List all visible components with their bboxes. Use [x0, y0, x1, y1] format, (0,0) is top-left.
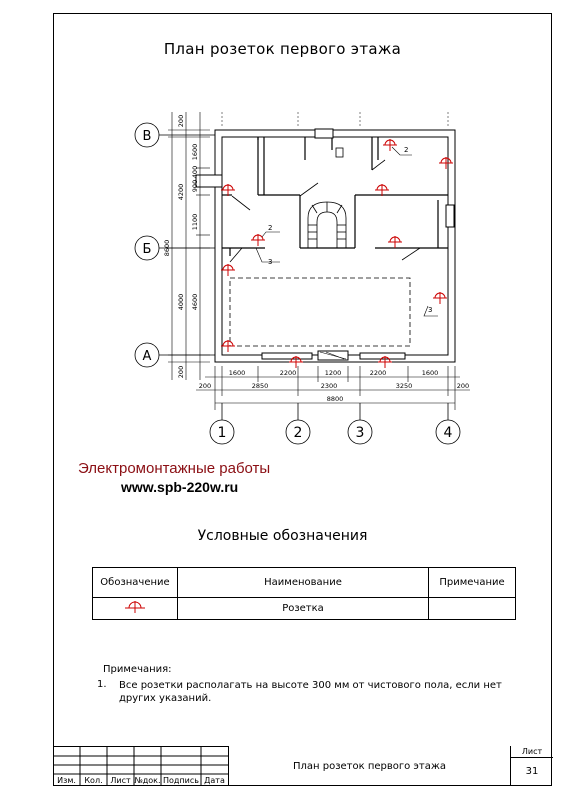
dim-label: 200	[177, 365, 185, 379]
notes-heading: Примечания:	[103, 664, 172, 675]
dim-label: 3250	[395, 382, 413, 390]
legend-symbol-cell	[93, 598, 178, 620]
axis-col-label: 1	[217, 425, 227, 441]
dim-label: 1600	[228, 369, 246, 377]
dim-label: 8600	[163, 239, 171, 257]
legend-header: Примечание	[429, 568, 516, 598]
outer-walls	[215, 130, 455, 362]
axis-col-label: 2	[293, 425, 303, 441]
staircase	[308, 202, 346, 248]
legend-header: Обозначение	[93, 568, 178, 598]
dashed-zone	[230, 278, 410, 346]
note-text: Все розетки располагать на высоте 300 мм от чистового пола, если нет других указаний.	[119, 680, 502, 704]
dim-label: 1200	[324, 369, 342, 377]
legend-table	[92, 567, 516, 620]
legend-note	[429, 598, 516, 620]
callout-label: 2	[404, 146, 409, 154]
axis-row-label: Б	[142, 242, 152, 257]
dim-label: 4000	[177, 293, 185, 311]
legend-name: Розетка	[178, 598, 429, 620]
stamp-sheet-number: 31	[525, 766, 539, 777]
table-row	[93, 598, 516, 620]
dim-label: 2200	[279, 369, 297, 377]
plan-title: План розеток первого этажа	[163, 40, 402, 58]
stamp-col-label: Лист	[110, 776, 131, 785]
title-block	[53, 746, 552, 786]
callout-leaders	[256, 147, 438, 316]
dim-label: 1600	[421, 369, 439, 377]
stamp-col-label: Изм.	[57, 776, 76, 785]
stamp-col-label: Кол.	[84, 776, 103, 785]
interior-walls	[222, 137, 448, 256]
dim-label: 900	[191, 179, 199, 193]
axis-row-label: А	[142, 349, 152, 364]
stamp-col-label: Подпись	[163, 776, 199, 785]
callout-label: 2	[268, 224, 273, 232]
promo-url[interactable]: www.spb-220w.ru	[121, 479, 239, 495]
dim-label: 8800	[326, 395, 344, 403]
windows	[196, 129, 454, 360]
dim-label: 1600	[191, 143, 199, 161]
stamp-col-label: №док.	[134, 776, 161, 785]
callout-label: 3	[268, 258, 273, 266]
stamp-sheet-box	[510, 746, 552, 786]
dim-label: 2200	[369, 369, 387, 377]
legend-title: Условные обозначения	[197, 528, 368, 544]
stamp-drawing-name: План розеток первого этажа	[228, 746, 510, 786]
dim-label: 200	[456, 382, 470, 390]
note-number: 1.	[97, 679, 107, 690]
callout-label: 3	[428, 306, 433, 314]
legend-header: Наименование	[178, 568, 429, 598]
promo-text: Электромонтажные работы	[78, 460, 271, 477]
dim-label: 1100	[191, 213, 199, 231]
socket-icon	[120, 600, 150, 614]
dim-label: 4200	[177, 183, 185, 201]
stamp-col-label: Дата	[204, 776, 225, 785]
socket-markers	[221, 139, 453, 368]
dim-label: 2850	[251, 382, 269, 390]
dim-label: 400	[191, 165, 199, 179]
dim-label: 200	[177, 114, 185, 128]
dim-label: 200	[198, 382, 212, 390]
column-axes	[210, 403, 460, 444]
axis-row-label: В	[142, 129, 152, 144]
dim-label: 2300	[320, 382, 338, 390]
axis-col-label: 3	[355, 425, 365, 441]
dim-label: 4600	[191, 293, 199, 311]
stamp-sheet-label: Лист	[521, 747, 543, 756]
left-dimension-lines	[168, 112, 210, 380]
axis-col-label: 4	[443, 425, 453, 441]
